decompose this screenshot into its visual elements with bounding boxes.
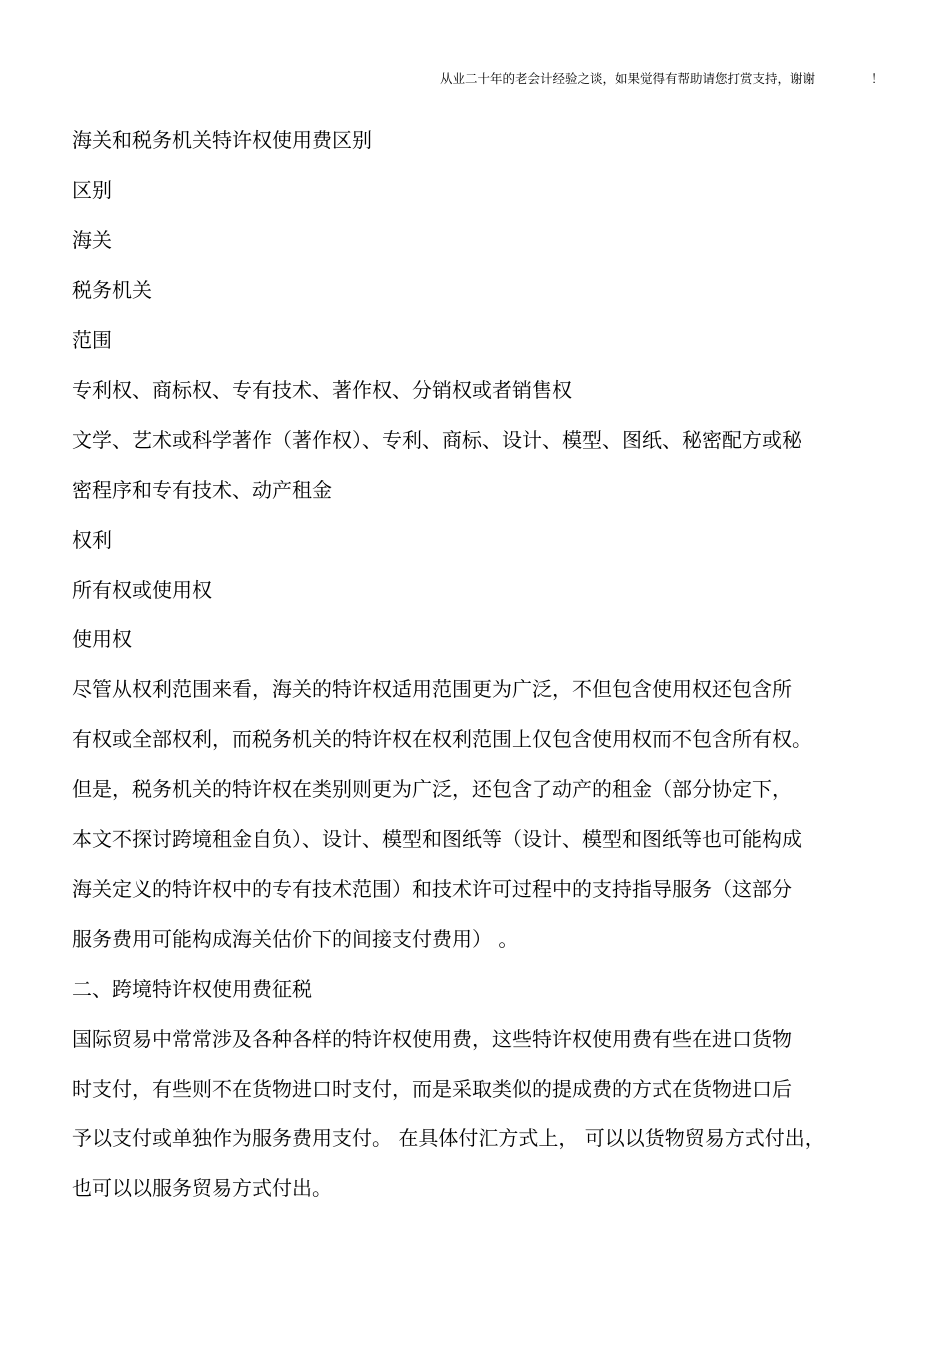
text-line: 权利 — [72, 528, 112, 552]
text-line: 但是，税务机关的特许权在类别则更为广泛，还包含了动产的租金（部分协定下， — [72, 777, 792, 801]
text-line: 时支付，有些则不在货物进口时支付，而是采取类似的提成费的方式在货物进口后 — [72, 1077, 792, 1101]
text-line: 海关定义的特许权中的专有技术范围）和技术许可过程中的支持指导服务（这部分 — [72, 877, 792, 901]
header-text: 从业二十年的老会计经验之谈，如果觉得有帮助请您打赏支持，谢谢 — [440, 71, 816, 86]
header-mark: ！ — [871, 71, 884, 86]
document-title: 海关和税务机关特许权使用费区别 — [72, 128, 372, 152]
text-line: 税务机关 — [72, 278, 152, 302]
text-line: 予以支付或单独作为服务费用支付。 在具体付汇方式上， 可以以货物贸易方式付出， — [72, 1126, 825, 1150]
text-line: 密程序和专有技术、动产租金 — [72, 478, 332, 502]
text-line: 文学、艺术或科学著作（著作权）、专利、商标、设计、模型、图纸、秘密配方或秘 — [72, 428, 802, 452]
text-line: 本文不探讨跨境租金自负）、设计、模型和图纸等（设计、模型和图纸等也可能构成 — [72, 827, 802, 851]
text-line: 国际贸易中常常涉及各种各样的特许权使用费，这些特许权使用费有些在进口货物 — [72, 1027, 792, 1051]
text-line: 服务费用可能构成海关估价下的间接支付费用） 。 — [72, 927, 519, 951]
text-line: 海关 — [72, 228, 112, 252]
page-header — [440, 70, 890, 88]
text-line: 范围 — [72, 328, 112, 352]
text-line: 有权或全部权利，而税务机关的特许权在权利范围上仅包含使用权而不包含所有权。 — [72, 727, 812, 751]
text-line: 尽管从权利范围来看，海关的特许权适用范围更为广泛，不但包含使用权还包含所 — [72, 677, 792, 701]
text-line: 区别 — [72, 178, 112, 202]
text-line: 所有权或使用权 — [72, 578, 212, 602]
section-heading: 二、跨境特许权使用费征税 — [72, 977, 312, 1001]
text-line: 也可以以服务贸易方式付出。 — [72, 1176, 332, 1200]
text-line: 专利权、商标权、专有技术、著作权、分销权或者销售权 — [72, 378, 572, 402]
text-line: 使用权 — [72, 627, 132, 651]
